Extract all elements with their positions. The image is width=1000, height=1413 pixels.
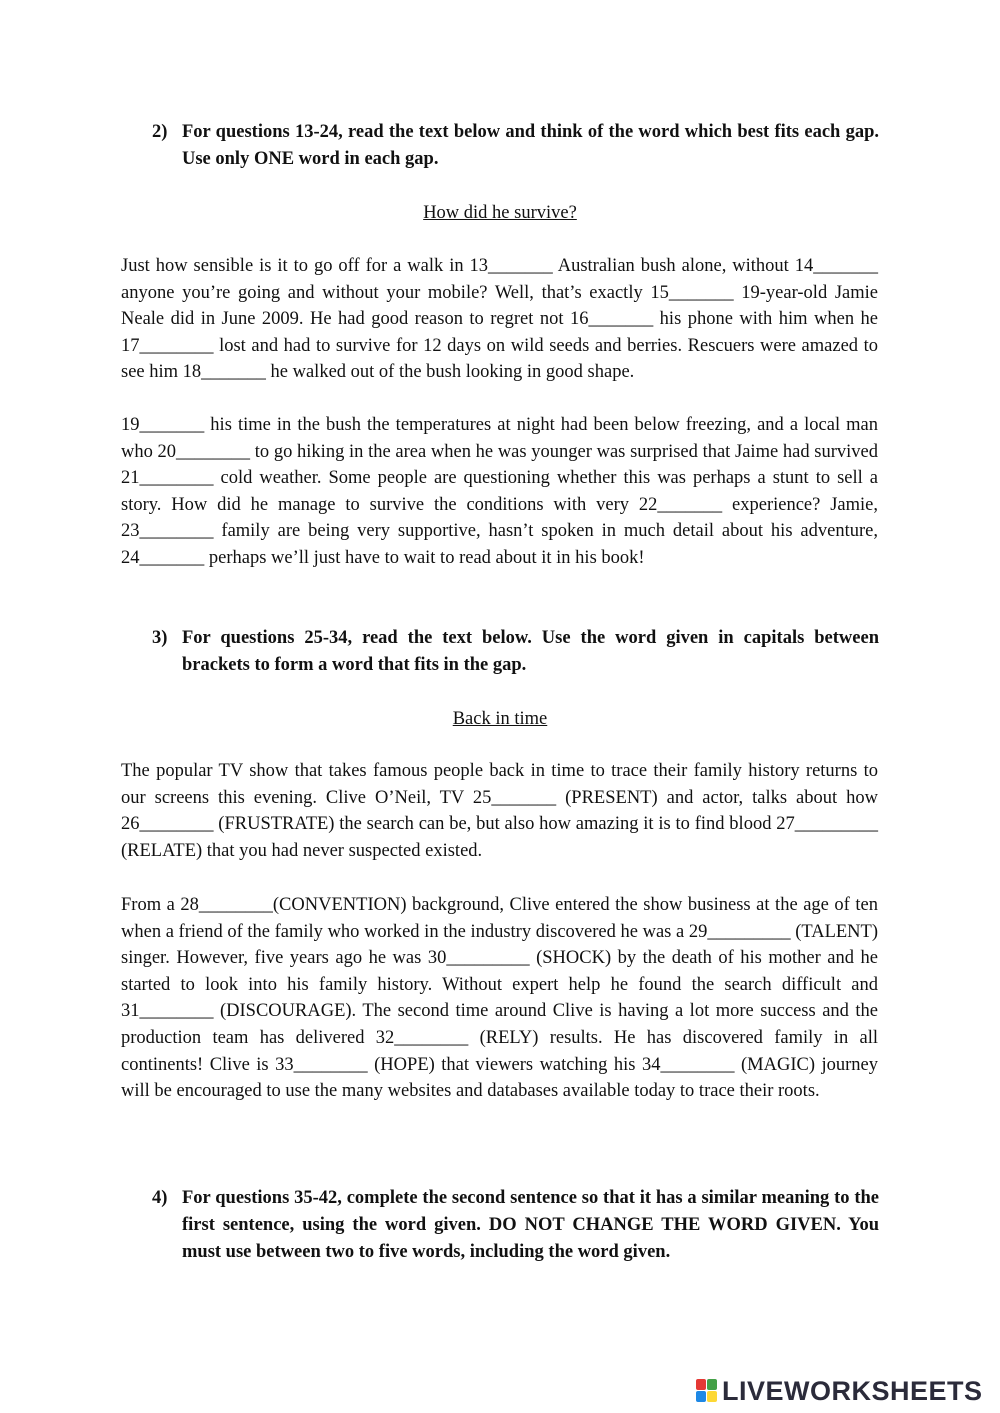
section-3-instruction: For questions 25-34, read the text below. Use the word given in capitals between brackets to form a word that fits in the gap. <box>182 628 879 675</box>
section-2-instruction: For questions 13-24, read the text below and think of the word which best fits each gap. Use only ONE word in each gap. <box>182 122 879 169</box>
liveworksheets-logo <box>696 1374 983 1408</box>
section-3-paragraph-1: The popular TV show that takes famous people back in time to trace their family history returns to our screens this evening. Clive O’Neil, TV 25_______ (PRESENT) and actor, talks about how 26________ (FRUSTRATE) the search can be, but also how amazing it is to find blood 27_________ (RELATE) that you had never suspected existed. <box>121 761 878 861</box>
logo-square-blue <box>696 1391 706 1402</box>
logo-square-green <box>707 1379 717 1390</box>
section-2-title: How did he survive? <box>423 203 577 223</box>
section-4-number: 4) <box>152 1188 168 1208</box>
section-3-paragraph-2: From a 28________(CONVENTION) background, Clive entered the show business at the age of ten when a friend of the family who worked in the industry discovered he was a 29_________ (TALENT) singer. However, five years ago he was 30_________ (SHOCK) by the death of his mother and he started to look into his family history. Without expert help he found the search difficult and 31________ (DISCOURAGE). The second time around Clive is having a lot more success and the production team has delivered 32________ (RELY) results. He has discovered family in all continents! Clive is 33________ (HOPE) that viewers watching his 34________ (MAGIC) journey will be encouraged to use the many websites and databases available today to trace their roots. <box>121 895 878 1102</box>
section-3-heading <box>152 625 879 679</box>
section-3-title: Back in time <box>452 709 548 729</box>
section-4-instruction: For questions 35-42, complete the second sentence so that it has a similar meaning to the first sentence, using the word given. DO NOT CHANGE THE WORD GIVEN. You must use between two to five words, including the word given. <box>182 1188 879 1262</box>
liveworksheets-logo-icon <box>696 1379 718 1403</box>
section-2-heading <box>152 119 879 173</box>
section-2-paragraph-1: Just how sensible is it to go off for a walk in 13_______ Australian bush alone, without 14_______ anyone you’re going and without your mobile? Well, that’s exactly 15_______ 19-year-old Jamie Neale did in June 2009. He had good reason to regret not 16_______ his phone with him when he 17________ lost and had to survive for 12 days on wild seeds and berries. Rescuers were amazed to see him 18_______ he walked out of the bush looking in good shape. <box>121 256 878 383</box>
section-2-paragraph-2: 19_______ his time in the bush the temperatures at night had been below freezing, and a local man who 20________ to go hiking in the area when he was younger was surprised that Jaime had survived 21________ cold weather. Some people are questioning whether this was perhaps a stunt to sell a story. How did he manage to survive the conditions with very 22_______ experience? Jamie, 23________ family are being very supportive, hasn’t spoken in much detail about his adventure, 24_______ perhaps we’ll just have to wait to read about it in his book! <box>121 415 878 568</box>
section-3-number: 3) <box>152 628 168 648</box>
logo-square-yellow <box>707 1391 717 1402</box>
logo-square-red <box>696 1379 706 1390</box>
liveworksheets-logo-text: LIVEWORKSHEETS <box>722 1375 983 1406</box>
section-4-heading <box>152 1185 879 1266</box>
section-2-number: 2) <box>152 122 168 142</box>
